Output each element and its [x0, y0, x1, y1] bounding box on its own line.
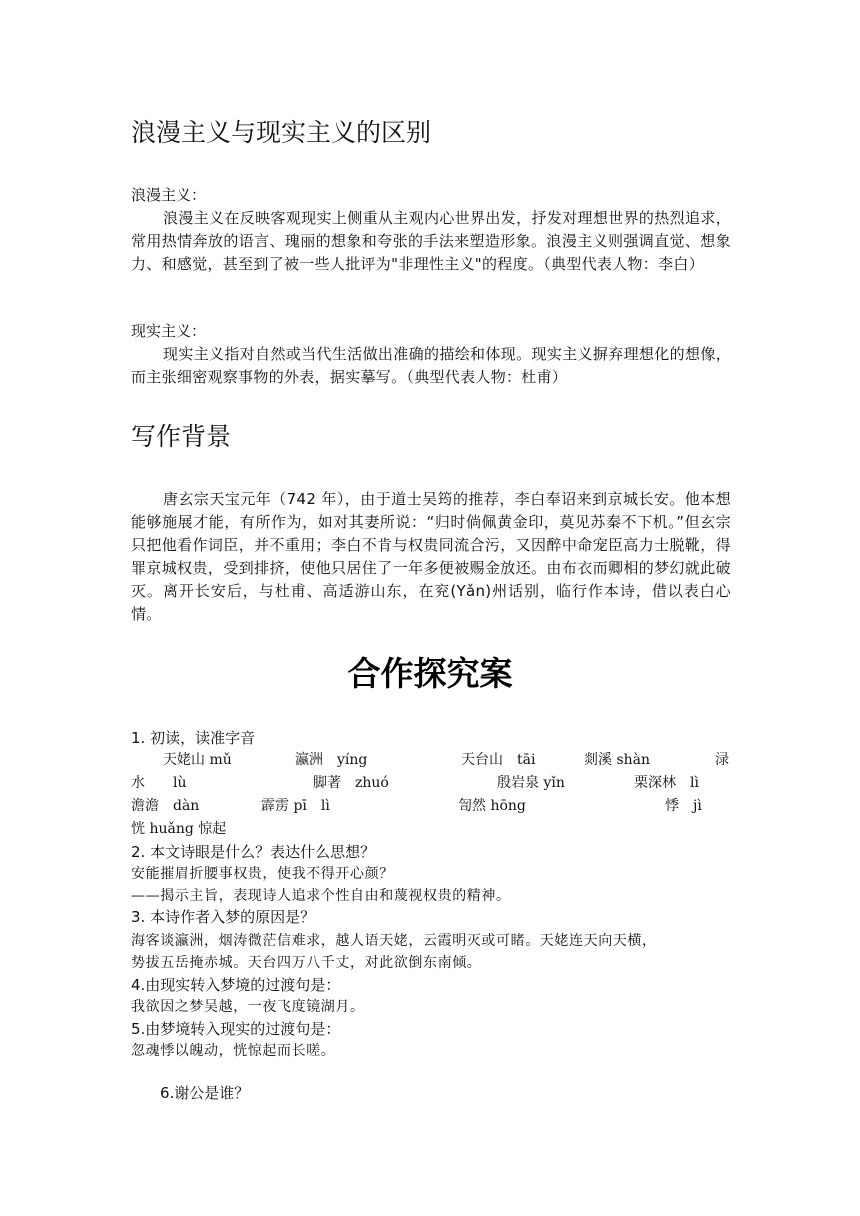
pinyin-item: 恍 huǎng 惊起: [131, 821, 227, 837]
question-1-label: 1. 初读，读准字音: [131, 729, 256, 747]
pinyin-item: 殷岩泉 yǐn: [497, 775, 565, 791]
question-5-answer: 忽魂悸以魄动，恍惊起而长嗟。: [131, 1043, 336, 1059]
pinyin-item: 渌: [715, 752, 729, 768]
pinyin-row-1: [131, 749, 731, 771]
question-6-label: 6.谢公是谁？: [160, 1084, 250, 1102]
pinyin-item: 天姥山 mǔ: [163, 752, 232, 768]
pinyin-item: 剡溪 shàn: [584, 752, 651, 768]
pinyin-row-4: [131, 818, 731, 840]
pinyin-item: 栗深林 lì: [634, 775, 699, 791]
romantic-label: 浪漫主义：: [131, 186, 207, 204]
question-2-answer-line-2: ——揭示主旨，表现诗人追求个性自由和蔑视权贵的精神。: [131, 888, 511, 904]
question-3-answer-line-2: 势拔五岳掩赤城。天台四万八千丈，对此欲倒东南倾。: [131, 955, 482, 971]
realism-label: 现实主义：: [131, 322, 207, 340]
pinyin-item: 脚著 zhuó: [313, 775, 389, 791]
question-2-answer-line-1: 安能摧眉折腰事权贵，使我不得开心颜？: [131, 866, 394, 882]
pinyin-row-3: [131, 795, 731, 817]
pinyin-item: 霹雳 pī lì: [261, 798, 330, 814]
pinyin-item: 瀛洲 yíng: [295, 752, 368, 768]
question-3-answer-line-1: 海客谈瀛洲，烟涛微茫信难求，越人语天姥，云霞明灭或可睹。天姥连天向天横，: [131, 933, 657, 949]
section-title-background: 写作背景: [131, 422, 232, 451]
realism-paragraph: 现实主义指对自然或当代生活做出准确的描绘和体现。现实主义摒弃理想化的想像，而主张细密观察事物的外表，据实摹写。（典型代表人物：杜甫）: [131, 345, 731, 386]
pinyin-item: 澹澹 dàn: [131, 798, 200, 814]
question-3-label: 3. 本诗作者入梦的原因是？: [131, 908, 316, 926]
section-title-cooperate: 合作探究案: [347, 654, 513, 693]
pinyin-item: 悸 jì: [665, 798, 702, 814]
background-paragraph: 唐玄宗天宝元年（742 年），由于道士吴筠的推荐，李白奉诏来到京城长安。他本想能够施展才能，有所作为，如对其妻所说：“归时倘佩黄金印，莫见苏秦不下机。”但玄宗只把他看作词臣，并不重用；李白不肯与权贵同流合污，又因醉中命宠臣高力士脱靴，得罪京城权贵，受到排挤，使他只居住了一年多便被赐金放还。由布衣而卿相的梦幻就此破灭。离开长安后，与杜甫、高适游山东，在兖(Yǎn)州话别，临行作本诗，借以表白心情。: [131, 490, 731, 623]
section-title-romantic-vs-realism: 浪漫主义与现实主义的区别: [131, 118, 432, 147]
romantic-paragraph: 浪漫主义在反映客观现实上侧重从主观内心世界出发，抒发对理想世界的热烈追求，常用热情奔放的语言、瑰丽的想象和夸张的手法来塑造形象。浪漫主义则强调直觉、想象力、和感觉，甚至到了被一些人批评为"非理性主义"的程度。（典型代表人物：李白）: [131, 209, 731, 273]
pinyin-item: 訇然 hōng: [458, 798, 526, 814]
question-4-answer: 我欲因之梦吴越，一夜飞度镜湖月。: [131, 999, 365, 1015]
question-2-label: 2. 本文诗眼是什么？表达什么思想？: [131, 843, 376, 861]
pinyin-row-2: [131, 772, 731, 794]
question-4-label: 4.由现实转入梦境的过渡句是：: [131, 976, 341, 994]
pinyin-item: 天台山 tāi: [461, 752, 536, 768]
pinyin-item: 水 lù: [131, 775, 187, 791]
question-5-label: 5.由梦境转入现实的过渡句是：: [131, 1020, 341, 1038]
